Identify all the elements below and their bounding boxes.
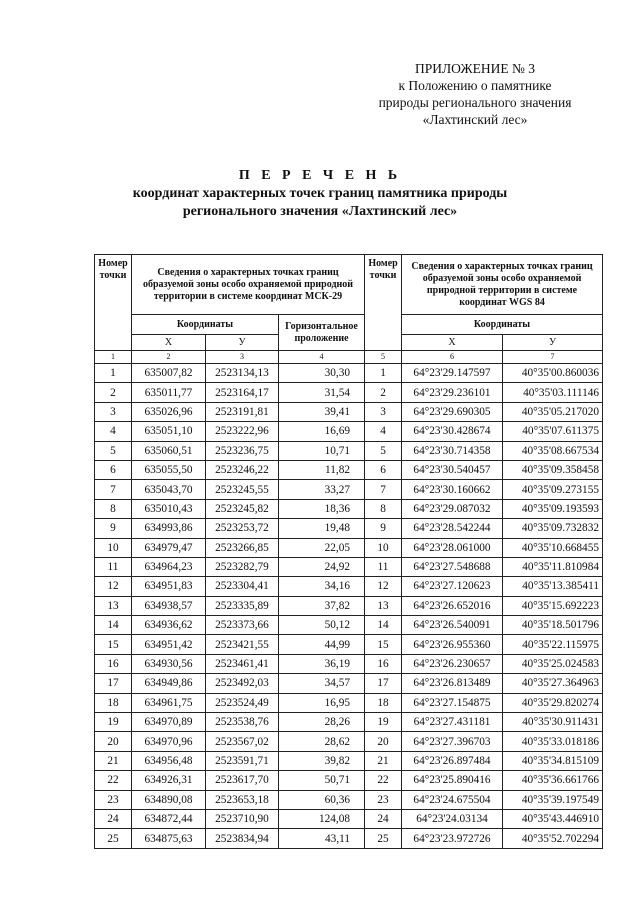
header-y-left: У — [206, 335, 279, 351]
x-msk29: 635051,10 — [132, 422, 206, 441]
longitude-wgs84: 40°35'15.692223 — [503, 596, 603, 615]
horizontal-distance: 39,41 — [279, 402, 365, 421]
point-number-wgs: 20 — [365, 732, 402, 751]
x-msk29: 635010,43 — [132, 499, 206, 518]
latitude-wgs84: 64°23'26.230657 — [402, 654, 503, 673]
point-number-wgs: 9 — [365, 519, 402, 538]
y-msk29: 2523266,85 — [206, 538, 279, 557]
longitude-wgs84: 40°35'22.115975 — [503, 635, 603, 654]
point-number-wgs: 10 — [365, 538, 402, 557]
point-number-msk: 3 — [95, 402, 132, 421]
point-number-wgs: 18 — [365, 693, 402, 712]
latitude-wgs84: 64°23'29.690305 — [402, 402, 503, 421]
point-number-msk: 25 — [95, 829, 132, 848]
horizontal-distance: 10,71 — [279, 441, 365, 460]
appendix-number: ПРИЛОЖЕНИЕ № 3 — [414, 61, 536, 76]
x-msk29: 635011,77 — [132, 383, 206, 402]
point-number-msk: 8 — [95, 499, 132, 518]
x-msk29: 634926,31 — [132, 771, 206, 790]
header-msk29-description: Сведения о характерных точках границ образуемой зоны особо охраняемой природной территории в системе координат МСК-29 — [132, 255, 365, 315]
longitude-wgs84: 40°35'29.820274 — [503, 693, 603, 712]
longitude-wgs84: 40°35'30.911431 — [503, 713, 603, 732]
x-msk29: 634949,86 — [132, 674, 206, 693]
horizontal-distance: 19,48 — [279, 519, 365, 538]
y-msk29: 2523617,70 — [206, 771, 279, 790]
table-row — [95, 577, 603, 596]
point-number-msk: 17 — [95, 674, 132, 693]
title-line-2: координат характерных точек границ памятника природы — [132, 186, 508, 201]
horizontal-distance: 60,36 — [279, 790, 365, 809]
coordinates-table — [94, 254, 603, 849]
point-number-wgs: 24 — [365, 809, 402, 828]
y-msk29: 2523246,22 — [206, 460, 279, 479]
point-number-wgs: 5 — [365, 441, 402, 460]
longitude-wgs84: 40°35'10.668455 — [503, 538, 603, 557]
table-row — [95, 460, 603, 479]
table-row — [95, 402, 603, 421]
longitude-wgs84: 40°35'43.446910 — [503, 809, 603, 828]
x-msk29: 634936,62 — [132, 616, 206, 635]
point-number-msk: 5 — [95, 441, 132, 460]
y-msk29: 2523164,17 — [206, 383, 279, 402]
latitude-wgs84: 64°23'27.431181 — [402, 713, 503, 732]
x-msk29: 634875,63 — [132, 829, 206, 848]
x-msk29: 634961,75 — [132, 693, 206, 712]
point-number-msk: 7 — [95, 480, 132, 499]
latitude-wgs84: 64°23'26.652016 — [402, 596, 503, 615]
x-msk29: 634970,89 — [132, 713, 206, 732]
y-msk29: 2523304,41 — [206, 577, 279, 596]
table-row — [95, 383, 603, 402]
y-msk29: 2523282,79 — [206, 557, 279, 576]
table-row — [95, 519, 603, 538]
x-msk29: 634993,86 — [132, 519, 206, 538]
horizontal-distance: 24,92 — [279, 557, 365, 576]
column-number: 7 — [503, 351, 603, 364]
x-msk29: 635007,82 — [132, 364, 206, 383]
point-number-msk: 9 — [95, 519, 132, 538]
header-point-number-left: Номер точки — [95, 255, 132, 351]
x-msk29: 634951,42 — [132, 635, 206, 654]
horizontal-distance: 11,82 — [279, 460, 365, 479]
longitude-wgs84: 40°35'34.815109 — [503, 751, 603, 770]
horizontal-distance: 34,57 — [279, 674, 365, 693]
horizontal-distance: 36,19 — [279, 654, 365, 673]
table-row — [95, 557, 603, 576]
longitude-wgs84: 40°35'11.810984 — [503, 557, 603, 576]
table-row — [95, 751, 603, 770]
point-number-wgs: 8 — [365, 499, 402, 518]
horizontal-distance: 28,26 — [279, 713, 365, 732]
point-number-msk: 10 — [95, 538, 132, 557]
point-number-wgs: 21 — [365, 751, 402, 770]
x-msk29: 634956,48 — [132, 751, 206, 770]
latitude-wgs84: 64°23'28.542244 — [402, 519, 503, 538]
longitude-wgs84: 40°35'25.024583 — [503, 654, 603, 673]
y-msk29: 2523461,41 — [206, 654, 279, 673]
point-number-msk: 13 — [95, 596, 132, 615]
table-row — [95, 422, 603, 441]
point-number-wgs: 4 — [365, 422, 402, 441]
table-row — [95, 654, 603, 673]
latitude-wgs84: 64°23'29.087032 — [402, 499, 503, 518]
point-number-msk: 22 — [95, 771, 132, 790]
point-number-wgs: 23 — [365, 790, 402, 809]
horizontal-distance: 44,99 — [279, 635, 365, 654]
title-heading: П Е Р Е Ч Е Н Ь — [238, 168, 402, 183]
latitude-wgs84: 64°23'27.548688 — [402, 557, 503, 576]
horizontal-distance: 33,27 — [279, 480, 365, 499]
point-number-wgs: 6 — [365, 460, 402, 479]
horizontal-distance: 50,71 — [279, 771, 365, 790]
column-number: 4 — [279, 351, 365, 364]
title-line-3: регионального значения «Лахтинский лес» — [182, 204, 458, 219]
horizontal-distance: 50,12 — [279, 616, 365, 635]
latitude-wgs84: 64°23'26.540091 — [402, 616, 503, 635]
point-number-wgs: 19 — [365, 713, 402, 732]
latitude-wgs84: 64°23'30.540457 — [402, 460, 503, 479]
latitude-wgs84: 64°23'24.03134 — [402, 809, 503, 828]
table-row — [95, 771, 603, 790]
appendix-block — [340, 60, 610, 128]
longitude-wgs84: 40°35'09.193593 — [503, 499, 603, 518]
longitude-wgs84: 40°35'00.860036 — [503, 364, 603, 383]
x-msk29: 635055,50 — [132, 460, 206, 479]
appendix-line-3: природы регионального значения — [378, 95, 572, 110]
y-msk29: 2523335,89 — [206, 596, 279, 615]
y-msk29: 2523492,03 — [206, 674, 279, 693]
y-msk29: 2523653,18 — [206, 790, 279, 809]
column-number: 1 — [95, 351, 132, 364]
column-number-row — [95, 351, 603, 364]
longitude-wgs84: 40°35'52.702294 — [503, 829, 603, 848]
x-msk29: 634979,47 — [132, 538, 206, 557]
y-msk29: 2523253,72 — [206, 519, 279, 538]
point-number-wgs: 15 — [365, 635, 402, 654]
point-number-msk: 18 — [95, 693, 132, 712]
table-row — [95, 538, 603, 557]
longitude-wgs84: 40°35'07.611375 — [503, 422, 603, 441]
header-point-number-right: Номер точки — [365, 255, 402, 351]
point-number-msk: 6 — [95, 460, 132, 479]
latitude-wgs84: 64°23'26.955360 — [402, 635, 503, 654]
point-number-wgs: 12 — [365, 577, 402, 596]
point-number-msk: 15 — [95, 635, 132, 654]
y-msk29: 2523373,66 — [206, 616, 279, 635]
longitude-wgs84: 40°35'27.364963 — [503, 674, 603, 693]
table-row — [95, 364, 603, 383]
point-number-wgs: 7 — [365, 480, 402, 499]
table-row — [95, 829, 603, 848]
latitude-wgs84: 64°23'27.120623 — [402, 577, 503, 596]
horizontal-distance: 31,54 — [279, 383, 365, 402]
header-coordinates-right: Координаты — [402, 315, 603, 335]
point-number-msk: 21 — [95, 751, 132, 770]
point-number-msk: 16 — [95, 654, 132, 673]
point-number-msk: 12 — [95, 577, 132, 596]
y-msk29: 2523245,82 — [206, 499, 279, 518]
column-number: 2 — [132, 351, 206, 364]
horizontal-distance: 22,05 — [279, 538, 365, 557]
point-number-msk: 24 — [95, 809, 132, 828]
horizontal-distance: 37,82 — [279, 596, 365, 615]
latitude-wgs84: 64°23'26.813489 — [402, 674, 503, 693]
x-msk29: 634930,56 — [132, 654, 206, 673]
point-number-wgs: 1 — [365, 364, 402, 383]
longitude-wgs84: 40°35'36.661766 — [503, 771, 603, 790]
x-msk29: 634970,96 — [132, 732, 206, 751]
longitude-wgs84: 40°35'39.197549 — [503, 790, 603, 809]
latitude-wgs84: 64°23'23.972726 — [402, 829, 503, 848]
table-row — [95, 616, 603, 635]
header-coordinates-left: Координаты — [132, 315, 279, 335]
horizontal-distance: 34,16 — [279, 577, 365, 596]
appendix-line-4: «Лахтинский лес» — [422, 112, 528, 127]
table-row — [95, 809, 603, 828]
point-number-wgs: 3 — [365, 402, 402, 421]
point-number-msk: 4 — [95, 422, 132, 441]
table-row — [95, 596, 603, 615]
x-msk29: 634964,23 — [132, 557, 206, 576]
latitude-wgs84: 64°23'24.675504 — [402, 790, 503, 809]
longitude-wgs84: 40°35'13.385411 — [503, 577, 603, 596]
header-wgs84-description: Сведения о характерных точках границ образуемой зоны особо охраняемой природной территории в системе координат WGS 84 — [402, 255, 603, 315]
appendix-line-2: к Положению о памятнике — [398, 78, 552, 93]
y-msk29: 2523421,55 — [206, 635, 279, 654]
table-row — [95, 635, 603, 654]
header-horizontal-distance: Горизонтальное проложение — [279, 315, 365, 351]
document-title — [0, 167, 640, 221]
x-msk29: 635060,51 — [132, 441, 206, 460]
latitude-wgs84: 64°23'26.897484 — [402, 751, 503, 770]
horizontal-distance: 28,62 — [279, 732, 365, 751]
table-row — [95, 713, 603, 732]
y-msk29: 2523538,76 — [206, 713, 279, 732]
y-msk29: 2523236,75 — [206, 441, 279, 460]
point-number-msk: 1 — [95, 364, 132, 383]
x-msk29: 634938,57 — [132, 596, 206, 615]
horizontal-distance: 124,08 — [279, 809, 365, 828]
horizontal-distance: 30,30 — [279, 364, 365, 383]
table-body — [95, 364, 603, 849]
table-row — [95, 732, 603, 751]
y-msk29: 2523222,96 — [206, 422, 279, 441]
longitude-wgs84: 40°35'08.667534 — [503, 441, 603, 460]
longitude-wgs84: 40°35'03.111146 — [503, 383, 603, 402]
point-number-wgs: 17 — [365, 674, 402, 693]
y-msk29: 2523567,02 — [206, 732, 279, 751]
latitude-wgs84: 64°23'30.160662 — [402, 480, 503, 499]
latitude-wgs84: 64°23'30.428674 — [402, 422, 503, 441]
y-msk29: 2523710,90 — [206, 809, 279, 828]
longitude-wgs84: 40°35'33.018186 — [503, 732, 603, 751]
horizontal-distance: 16,69 — [279, 422, 365, 441]
table-row — [95, 674, 603, 693]
y-msk29: 2523524,49 — [206, 693, 279, 712]
table-row — [95, 693, 603, 712]
latitude-wgs84: 64°23'27.154875 — [402, 693, 503, 712]
point-number-wgs: 13 — [365, 596, 402, 615]
horizontal-distance: 43,11 — [279, 829, 365, 848]
x-msk29: 634890,08 — [132, 790, 206, 809]
point-number-wgs: 25 — [365, 829, 402, 848]
x-msk29: 635026,96 — [132, 402, 206, 421]
header-y-right: У — [503, 335, 603, 351]
y-msk29: 2523134,13 — [206, 364, 279, 383]
point-number-msk: 20 — [95, 732, 132, 751]
point-number-msk: 23 — [95, 790, 132, 809]
y-msk29: 2523591,71 — [206, 751, 279, 770]
point-number-msk: 11 — [95, 557, 132, 576]
table-row — [95, 499, 603, 518]
header-x-right: Х — [402, 335, 503, 351]
point-number-wgs: 22 — [365, 771, 402, 790]
point-number-msk: 14 — [95, 616, 132, 635]
longitude-wgs84: 40°35'09.732832 — [503, 519, 603, 538]
longitude-wgs84: 40°35'05.217020 — [503, 402, 603, 421]
point-number-wgs: 16 — [365, 654, 402, 673]
latitude-wgs84: 64°23'29.147597 — [402, 364, 503, 383]
table-row — [95, 480, 603, 499]
y-msk29: 2523245,55 — [206, 480, 279, 499]
latitude-wgs84: 64°23'25.890416 — [402, 771, 503, 790]
x-msk29: 634872,44 — [132, 809, 206, 828]
column-number: 6 — [402, 351, 503, 364]
point-number-wgs: 2 — [365, 383, 402, 402]
table-row — [95, 790, 603, 809]
latitude-wgs84: 64°23'28.061000 — [402, 538, 503, 557]
latitude-wgs84: 64°23'27.396703 — [402, 732, 503, 751]
x-msk29: 635043,70 — [132, 480, 206, 499]
header-x-left: Х — [132, 335, 206, 351]
column-number: 5 — [365, 351, 402, 364]
latitude-wgs84: 64°23'30.714358 — [402, 441, 503, 460]
longitude-wgs84: 40°35'09.358458 — [503, 460, 603, 479]
point-number-msk: 2 — [95, 383, 132, 402]
point-number-wgs: 14 — [365, 616, 402, 635]
longitude-wgs84: 40°35'18.501796 — [503, 616, 603, 635]
latitude-wgs84: 64°23'29.236101 — [402, 383, 503, 402]
longitude-wgs84: 40°35'09.273155 — [503, 480, 603, 499]
horizontal-distance: 18,36 — [279, 499, 365, 518]
y-msk29: 2523191,81 — [206, 402, 279, 421]
y-msk29: 2523834,94 — [206, 829, 279, 848]
horizontal-distance: 16,95 — [279, 693, 365, 712]
horizontal-distance: 39,82 — [279, 751, 365, 770]
x-msk29: 634951,83 — [132, 577, 206, 596]
point-number-wgs: 11 — [365, 557, 402, 576]
column-number: 3 — [206, 351, 279, 364]
table-row — [95, 441, 603, 460]
point-number-msk: 19 — [95, 713, 132, 732]
